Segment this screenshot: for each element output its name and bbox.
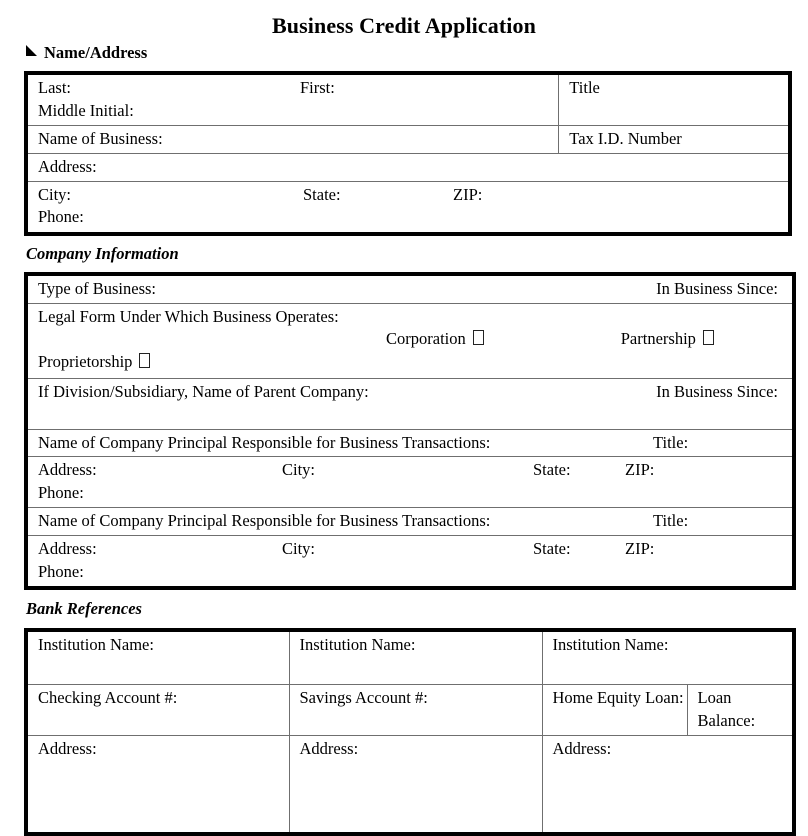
label-principal-2-title: Title: xyxy=(653,511,689,531)
label-principal-2: Name of Company Principal Responsible for Business Transactions: xyxy=(38,511,491,531)
label-state: State: xyxy=(303,184,341,204)
label-principal-1-phone: Phone: xyxy=(38,483,84,503)
label-in-business-since: In Business Since: xyxy=(656,278,778,298)
table-row xyxy=(26,736,794,835)
checkbox-proprietorship[interactable] xyxy=(139,353,150,368)
label-principal-1-title: Title: xyxy=(653,432,689,452)
label-bank-address-3: Address: xyxy=(552,739,612,759)
label-loan-balance: Loan Balance: xyxy=(697,688,756,731)
label-legal-form: Legal Form Under Which Business Operates: xyxy=(38,306,339,326)
label-principal-2-state: State: xyxy=(533,539,571,559)
label-type-of-business: Type of Business: xyxy=(38,278,157,298)
label-home-equity-loan: Home Equity Loan: xyxy=(552,688,684,708)
option-partnership[interactable] xyxy=(621,329,714,348)
section-heading-name-address-label: Name/Address xyxy=(44,43,148,62)
checkbox-corporation[interactable] xyxy=(473,330,484,345)
bank-address-cell-2[interactable] xyxy=(289,736,542,835)
label-principal-2-phone: Phone: xyxy=(38,561,84,581)
table-row xyxy=(26,303,794,378)
label-principal-1-address: Address: xyxy=(38,460,97,480)
tax-id-cell[interactable] xyxy=(559,126,790,154)
address-cell[interactable] xyxy=(26,153,790,181)
institution-name-cell-2[interactable] xyxy=(289,630,542,685)
label-institution-name-2: Institution Name: xyxy=(299,635,416,655)
section-heading-bank-references: Bank References xyxy=(26,599,142,619)
principal-2-address-cell[interactable] xyxy=(26,536,794,589)
label-title: Title xyxy=(569,78,600,98)
label-principal-1-zip: ZIP: xyxy=(625,460,655,480)
table-row xyxy=(26,685,794,736)
label-first: First: xyxy=(300,78,335,98)
section-heading-name-address xyxy=(26,44,808,62)
label-phone: Phone: xyxy=(38,207,84,227)
option-proprietorship[interactable] xyxy=(38,352,150,371)
page-title: Business Credit Application xyxy=(272,13,536,38)
bank-references-table xyxy=(24,628,796,836)
savings-account-cell[interactable] xyxy=(289,685,542,736)
label-principal-2-city: City: xyxy=(282,539,316,559)
label-division-in-business-since: In Business Since: xyxy=(656,381,778,401)
label-principal-2-address: Address: xyxy=(38,539,97,559)
table-row xyxy=(26,378,794,429)
institution-name-cell-3[interactable] xyxy=(542,630,794,685)
label-middle-initial: Middle Initial: xyxy=(38,100,134,120)
option-corporation[interactable] xyxy=(386,329,484,348)
bank-address-cell-3[interactable] xyxy=(542,736,794,835)
principal-1-cell[interactable] xyxy=(26,429,794,457)
option-partnership-label: Partnership xyxy=(620,329,696,349)
company-information-table xyxy=(24,272,796,590)
label-principal-1-city: City: xyxy=(282,460,316,480)
principal-2-cell[interactable] xyxy=(26,508,794,536)
city-state-zip-phone-cell[interactable] xyxy=(26,181,790,234)
label-institution-name-1: Institution Name: xyxy=(38,635,154,655)
title-cell[interactable] xyxy=(559,73,790,126)
table-row xyxy=(26,181,790,234)
home-equity-loan-cell[interactable] xyxy=(542,685,687,736)
option-proprietorship-label: Proprietorship xyxy=(38,352,133,372)
table-row xyxy=(26,126,790,154)
section-heading-company-information: Company Information xyxy=(26,243,179,263)
label-tax-id-number: Tax I.D. Number xyxy=(569,129,682,149)
business-name-cell[interactable] xyxy=(26,126,559,154)
table-row xyxy=(26,536,794,589)
loan-balance-cell[interactable] xyxy=(687,685,794,736)
institution-name-cell-1[interactable] xyxy=(26,630,289,685)
label-city: City: xyxy=(38,184,72,204)
table-row xyxy=(26,274,794,303)
type-of-business-cell[interactable] xyxy=(26,274,794,303)
label-principal-2-zip: ZIP: xyxy=(625,539,655,559)
legal-form-cell[interactable] xyxy=(26,303,794,378)
table-row xyxy=(26,508,794,536)
triangle-collapse-icon[interactable] xyxy=(26,45,37,56)
table-row xyxy=(26,630,794,685)
label-address: Address: xyxy=(38,156,97,176)
label-principal-1-state: State: xyxy=(533,460,571,480)
label-checking-account: Checking Account #: xyxy=(38,688,178,708)
label-bank-address-1: Address: xyxy=(38,739,97,759)
label-principal-1: Name of Company Principal Responsible for Business Transactions: xyxy=(38,432,491,452)
label-savings-account: Savings Account #: xyxy=(299,688,428,708)
table-row xyxy=(26,73,790,126)
label-zip: ZIP: xyxy=(453,184,483,204)
label-bank-address-2: Address: xyxy=(299,739,359,759)
checking-account-cell[interactable] xyxy=(26,685,289,736)
checkbox-partnership[interactable] xyxy=(703,330,714,345)
table-row xyxy=(26,457,794,508)
label-last: Last: xyxy=(38,78,71,98)
table-row xyxy=(26,153,790,181)
name-address-table xyxy=(24,71,792,236)
option-corporation-label: Corporation xyxy=(386,329,466,349)
bank-address-cell-1[interactable] xyxy=(26,736,289,835)
division-subsidiary-cell[interactable] xyxy=(26,378,794,429)
label-division-subsidiary: If Division/Subsidiary, Name of Parent Company: xyxy=(38,381,369,401)
name-row-cell[interactable] xyxy=(26,73,559,126)
label-name-of-business: Name of Business: xyxy=(38,129,163,149)
table-row xyxy=(26,429,794,457)
label-institution-name-3: Institution Name: xyxy=(552,635,669,655)
principal-1-address-cell[interactable] xyxy=(26,457,794,508)
